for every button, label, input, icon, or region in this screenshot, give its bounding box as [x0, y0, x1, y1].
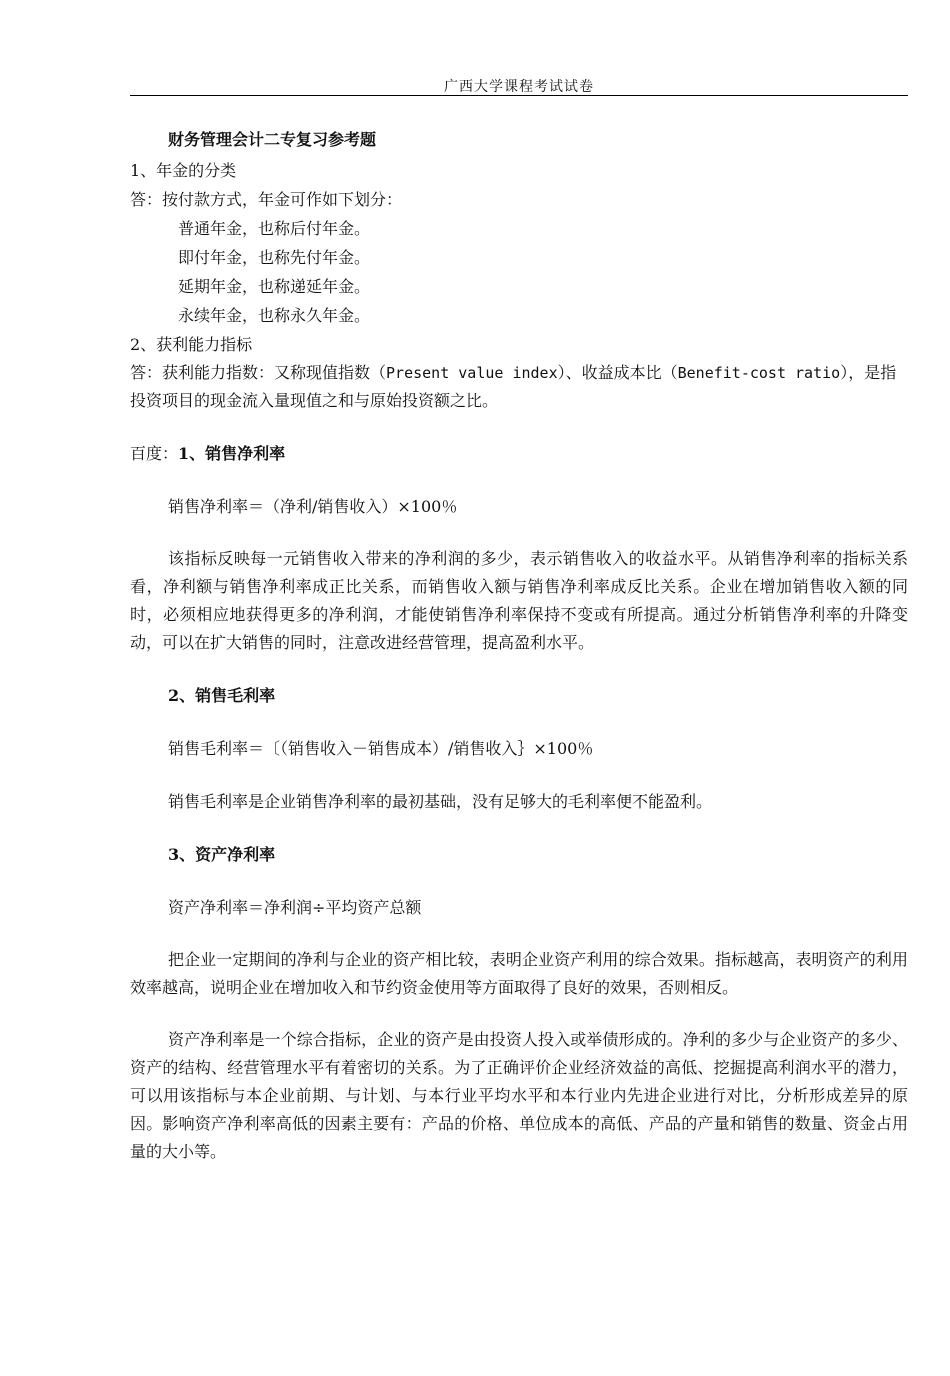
section-3-paragraph-2: 资产净利率是一个综合指标，企业的资产是由投资人投入或举债形成的。净利的多少与企业资产的多少、资产的结构、经营管理水平有着密切的关系。为了正确评价企业经济效益的高低、挖掘提高利润水平的潜力，可以用该指标与本企业前期、与计划、与本行业平均水平和本行业内先进企业进行对比，分析形成差异的原因。影响资产净利率高低的因素主要有：产品的价格、单位成本的高低、产品的产量和销售的数量、资金占用量的大小等。	[130, 1030, 908, 1161]
answer-2-term-en: Present value index	[386, 364, 558, 382]
section-3-title: 3、资产净利率	[168, 845, 276, 864]
section-2-formula: 销售毛利率＝〔（销售收入－销售成本）/销售收入｝×100％	[168, 739, 594, 758]
page-header: 广西大学课程考试试卷	[444, 79, 594, 95]
header-divider	[130, 95, 908, 96]
annuity-item: 延期年金，也称递延年金。	[178, 277, 371, 296]
section-1-heading	[130, 439, 908, 468]
section-1-title: 1、销售净利率	[178, 444, 286, 463]
section-3-formula: 资产净利率＝净利润÷平均资产总额	[168, 898, 422, 917]
document-body	[130, 124, 908, 1166]
section-2-title: 2、销售毛利率	[168, 686, 276, 705]
annuity-item: 即付年金，也称先付年金。	[178, 248, 371, 267]
answer-2-mid: ）、收益成本比（	[557, 363, 678, 382]
section-1-paragraph: 该指标反映每一元销售收入带来的净利润的多少，表示销售收入的收益水平。从销售净利率的指标关系看，净利额与销售净利率成正比关系，而销售收入额与销售净利率成反比关系。企业在增加销售收入额的同时，必须相应地获得更多的净利润，才能使销售净利率保持不变或有所提高。通过分析销售净利率的升降变动，可以在扩大销售的同时，注意改进经营管理，提高盈利水平。	[130, 549, 908, 652]
answer-2	[130, 359, 908, 415]
answer-2-prefix: 答：获利能力指数：又称现值指数（	[130, 363, 387, 382]
section-1-formula: 销售净利率＝（净利/销售收入）×100％	[168, 497, 458, 516]
answer-2-suffix: ），是指投资项目的现金流入量现值之和与原始投资额之比。	[130, 363, 897, 410]
answer-2-term-en: Benefit-cost ratio	[677, 364, 841, 382]
source-label: 百度：	[130, 444, 179, 463]
annuity-item: 永续年金，也称永久年金。	[178, 306, 371, 325]
answer-1-intro: 答：按付款方式，年金可作如下划分：	[130, 190, 403, 209]
section-3-paragraph-1: 把企业一定期间的净利与企业的资产相比较，表明企业资产利用的综合效果。指标越高，表明资产的利用效率越高，说明企业在增加收入和节约资金使用等方面取得了良好的效果，否则相反。	[130, 950, 908, 997]
section-2-paragraph: 销售毛利率是企业销售净利率的最初基础，没有足够大的毛利率便不能盈利。	[168, 792, 713, 811]
document-title: 财务管理会计二专复习参考题	[168, 130, 377, 149]
question-2: 2、获利能力指标	[130, 335, 253, 354]
annuity-item: 普通年金，也称后付年金。	[178, 219, 371, 238]
question-1: 1、年金的分类	[130, 161, 237, 180]
